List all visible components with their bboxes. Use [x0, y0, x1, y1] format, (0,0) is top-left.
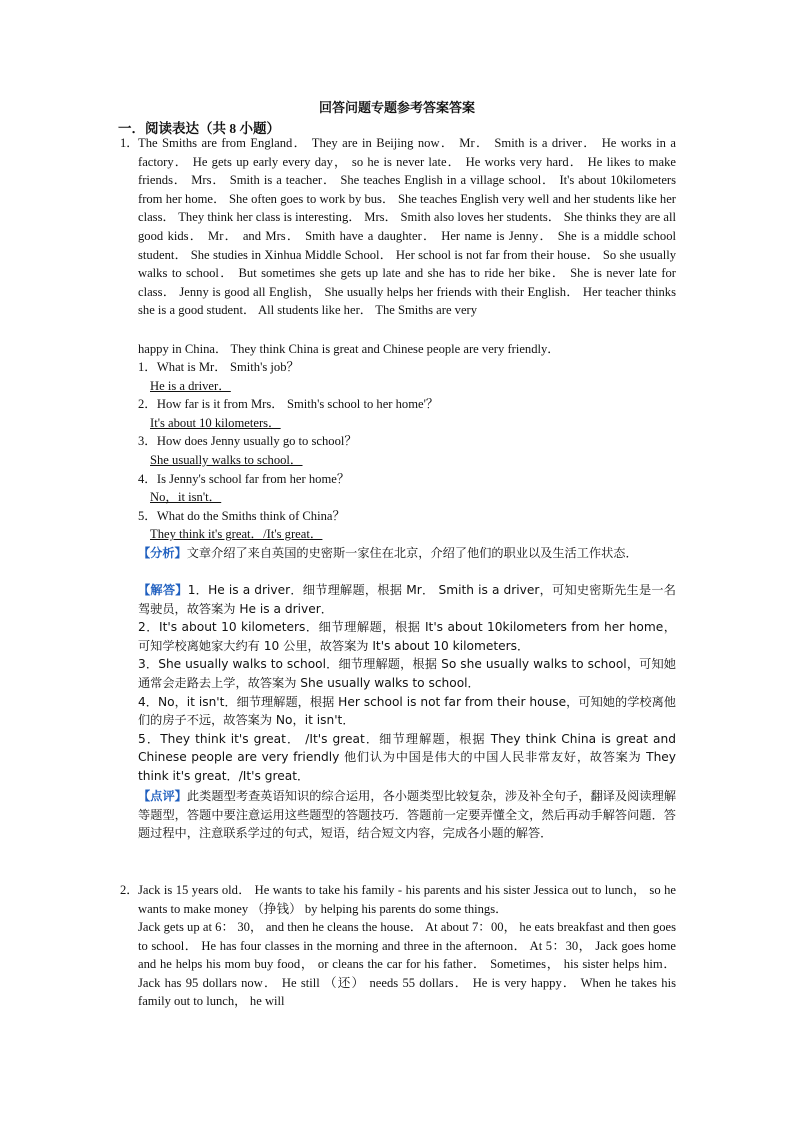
- answer-line: [138, 377, 676, 396]
- answer-line: [138, 451, 676, 470]
- analysis-text: 文章介绍了来自英国的史密斯一家住在北京，介绍了他们的职业以及生活工作状态．: [186, 546, 638, 560]
- answer-text: No，it isn't．: [150, 490, 222, 505]
- q1-number: 1．: [120, 136, 139, 150]
- q1-comment: [138, 787, 676, 843]
- q1-passage-block: [120, 134, 676, 320]
- comment-tag: 【点评】: [138, 789, 187, 803]
- q1-passage-end: happy in China． They think China is great and Chinese people are very friendly．: [138, 342, 560, 356]
- question-text: 1．What is Mr． Smith's job？: [138, 360, 300, 374]
- answer-text: They think it's great．/It's great．: [150, 527, 323, 542]
- answer-line: [138, 414, 676, 433]
- comment-text: 此类题型考查英语知识的综合运用，各小题类型比较复杂，涉及补全句子，翻译及阅读理解等题型，答题中要注意运用这些题型的答题技巧．答题前一定要弄懂全文，然后再动手解答问题．答题过程中，注意联系学过的句式，短语，结合短文内容，完成各小题的解答．: [138, 789, 677, 841]
- answer-line: [138, 525, 676, 544]
- q2-passage-block: [120, 881, 676, 918]
- q2-passage: Jack is 15 years old． He wants to take his family - his parents and his sister Jessica out to lunch， so he wants to make money （挣钱） by helping his parents do some things．: [138, 883, 676, 916]
- q1-questions: [138, 358, 676, 544]
- answer-text: She usually walks to school．: [150, 452, 303, 467]
- question-text: 3．How does Jenny usually go to school？: [138, 434, 357, 449]
- q1-analysis: [138, 544, 676, 563]
- q2-number: 2．: [120, 883, 139, 897]
- section-heading: 一．阅读表达（共 8 小题）: [118, 121, 280, 136]
- question-text: 2．How far is it from Mrs． Smith's school to her home'？: [138, 397, 439, 412]
- q2-passage-continued: Jack gets up at 6： 30， and then he cleans the house． At about 7：00， he eats breakfast and then goes to school． He has four classes in the morning and three in the afternoon． At 5：30， Jack goes home and he helps his mom buy food， or cleans the car for his father． Sometimes， his sister helps him． Jack has 95 dollars now． He still （还） needs 55 dollars． He is very happy． When he takes his family out to lunch， he will: [138, 920, 676, 1009]
- document-title: 回答问题专题参考答案答案: [318, 100, 475, 115]
- answer-text: It's about 10 kilometers．: [150, 415, 281, 430]
- answer-line: [138, 488, 676, 507]
- solution-line: 5．They think it's great． /It's great．细节理解题，根据 They think China is great and Chinese people are very friendly 他们认为中国是伟大的中国人民非常友好，故答案为 They think it's great．/It's great．: [138, 731, 676, 783]
- q1-passage: The Smiths are from England． They are in Beijing now． Mr． Smith is a driver． He works in a factory． He gets up early every day， so he is never late． He works very hard． He likes to make friends． Mrs． Smith is a teacher． She teaches English in a village school． It's about 10kilometers from her home． She often goes to work by bus． She teaches English very well and her students like her class． They think her class is interesting． Mrs． Smith also loves her students． She thinks they are all good kids． Mr． and Mrs． Smith have a daughter． Her name is Jenny． She is a middle school student． She studies in Xinhua Middle School． Her school is not far from their house． So she usually walks to school． But sometimes she gets up late and she has to ride her bike． She is never late for class． Jenny is good all English， She usually helps her friends with their English． Her teacher thinks she is a good student． All students like her． The Smiths are very: [138, 136, 676, 318]
- analysis-tag: 【分析】: [138, 546, 187, 560]
- answer-text: He is a driver．: [150, 378, 231, 393]
- solution-text: 1．He is a driver．细节理解题，根据 Mr． Smith is a driver，可知史密斯先生是一名驾驶员，故答案为 He is a driver．: [138, 583, 676, 616]
- solution-tag: 【解答】: [138, 583, 188, 597]
- q1-solution: [138, 581, 676, 786]
- question-text: 5．What do the Smiths think of China？: [138, 508, 346, 523]
- solution-line: 2．It's about 10 kilometers．细节理解题，根据 It's about 10kilometers from her home，可知学校离她家大约有 10 公里，故答案为 It's about 10 kilometers．: [138, 620, 676, 653]
- question-text: 4．Is Jenny's school far from her home？: [138, 471, 350, 486]
- solution-line: 3．She usually walks to school．细节理解题，根据 So she usually walks to school，可知她通常会走路去上学，故答案为 She usually walks to school．: [138, 657, 676, 690]
- solution-line: [138, 581, 676, 618]
- solution-line: 4．No，it isn't．细节理解题，根据 Her school is not far from their house，可知她的学校离他们的房子不远，故答案为 No，it isn't．: [138, 694, 676, 728]
